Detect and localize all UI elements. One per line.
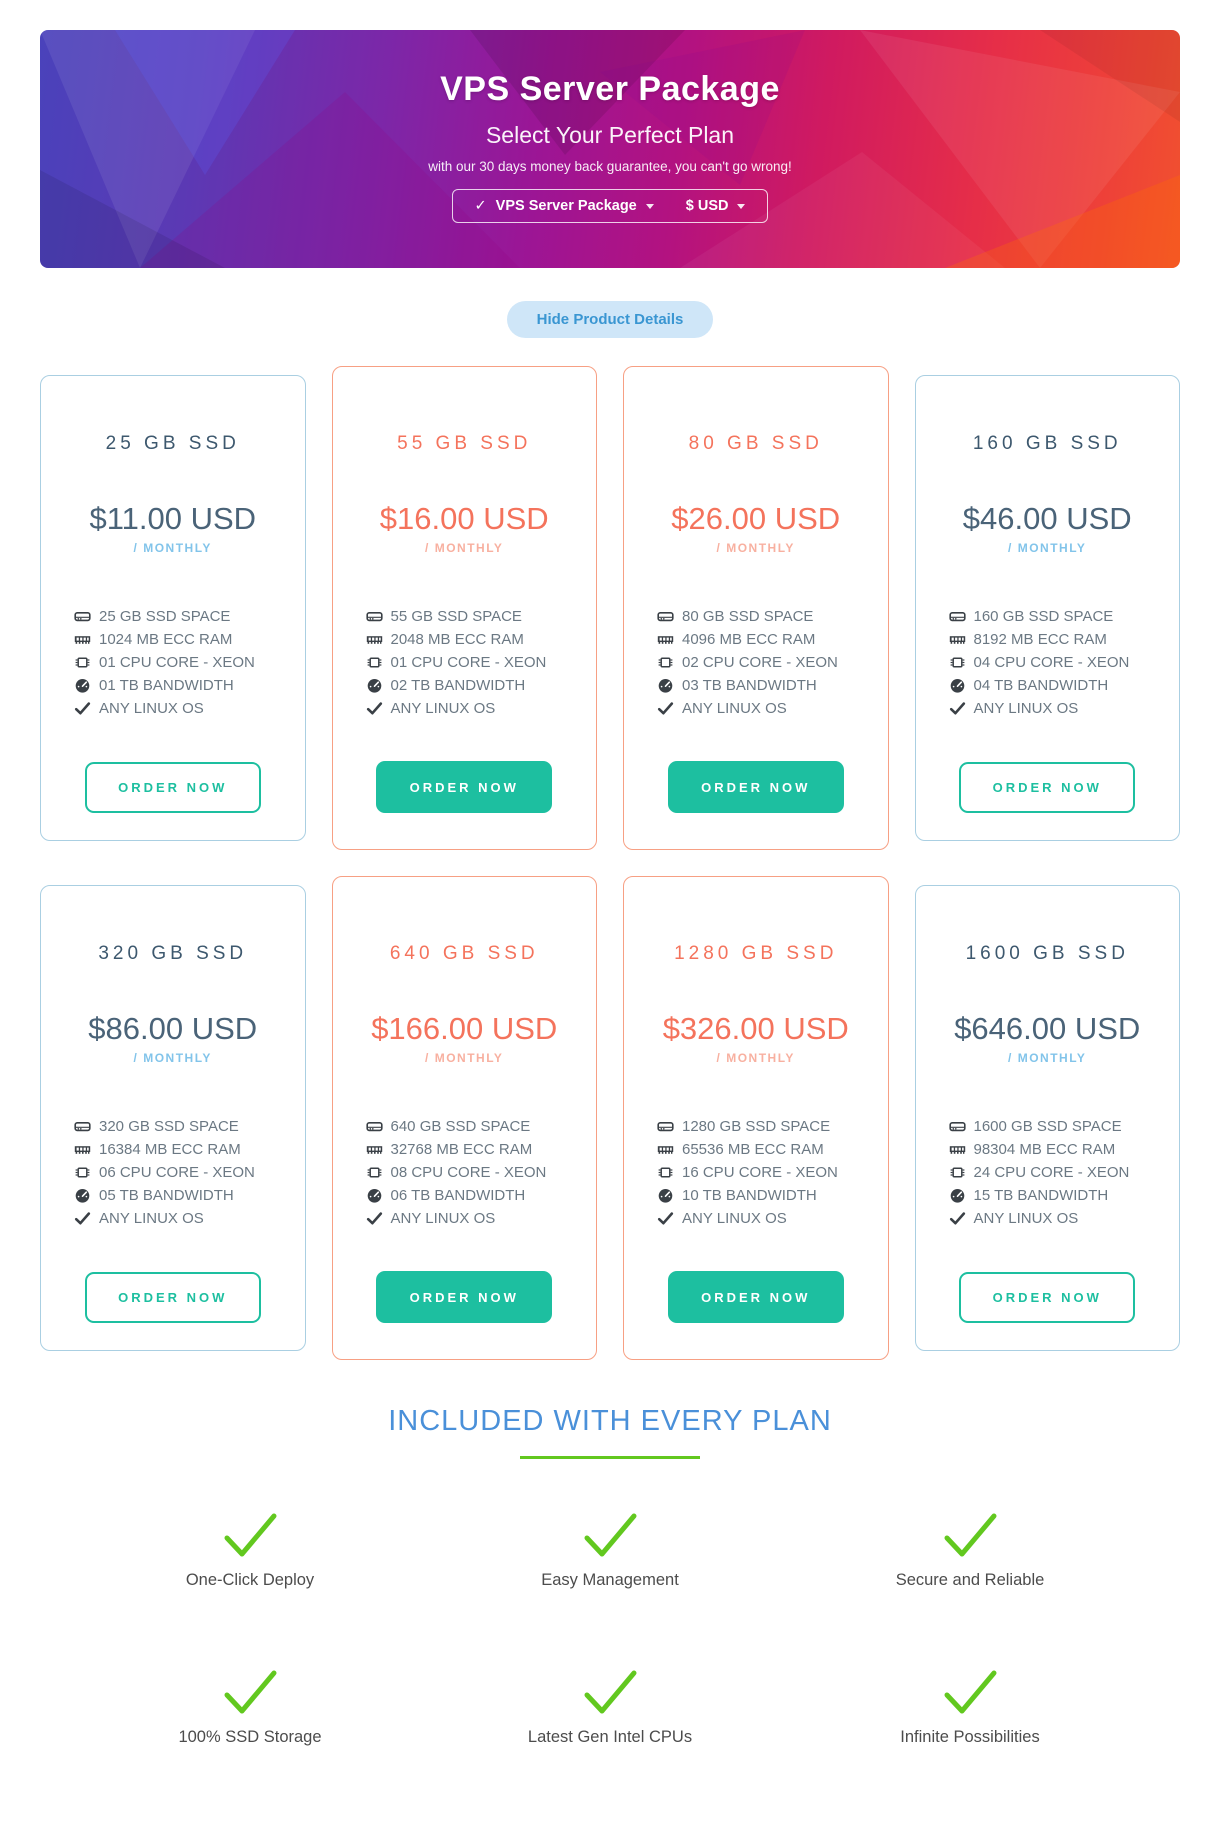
pricing-card bbox=[915, 375, 1181, 841]
plan-feature-text: ANY LINUX OS bbox=[682, 1210, 787, 1227]
plan-name: 80 GB SSD bbox=[688, 433, 823, 454]
hdd-icon bbox=[74, 1118, 91, 1135]
pricing-grid bbox=[40, 366, 1180, 1360]
included-feature bbox=[790, 1511, 1150, 1590]
check-icon bbox=[657, 1210, 674, 1227]
page-subtitle: Select Your Perfect Plan bbox=[485, 122, 735, 148]
plan-feature bbox=[74, 1161, 305, 1184]
plans-row-1 bbox=[40, 366, 1180, 850]
plan-feature-text: 1280 GB SSD SPACE bbox=[682, 1118, 831, 1135]
plans-row-2 bbox=[40, 876, 1180, 1360]
plan-feature bbox=[949, 674, 1180, 697]
order-now-button[interactable]: ORDER NOW bbox=[376, 1271, 552, 1323]
currency-select-label: $ USD bbox=[685, 198, 729, 214]
plan-feature bbox=[949, 628, 1180, 651]
check-icon bbox=[949, 700, 966, 717]
plan-feature bbox=[366, 1161, 597, 1184]
plan-feature-text: 08 CPU CORE - XEON bbox=[390, 1164, 547, 1181]
hdd-icon bbox=[657, 1118, 674, 1135]
plan-price: $11.00 USD bbox=[89, 501, 257, 536]
plan-feature-text: ANY LINUX OS bbox=[390, 1210, 496, 1227]
green-check-icon bbox=[939, 1668, 1001, 1718]
included-feature-label: Secure and Reliable bbox=[895, 1571, 1045, 1589]
plan-feature-text: 55 GB SSD SPACE bbox=[390, 608, 522, 625]
ram-icon bbox=[366, 631, 383, 648]
gauge-icon bbox=[366, 677, 383, 694]
hdd-icon bbox=[949, 608, 966, 625]
plan-feature-text: 4096 MB ECC RAM bbox=[682, 631, 816, 648]
package-select-label: VPS Server Package bbox=[495, 198, 637, 214]
gauge-icon bbox=[657, 1187, 674, 1204]
plan-feature-text: 160 GB SSD SPACE bbox=[973, 608, 1114, 625]
included-feature bbox=[70, 1511, 430, 1590]
plan-feature-list bbox=[333, 605, 597, 720]
included-feature bbox=[790, 1668, 1150, 1747]
plan-feature bbox=[74, 1138, 305, 1161]
plan-price: $166.00 USD bbox=[371, 1011, 558, 1046]
plan-feature bbox=[366, 1184, 597, 1207]
pricing-card bbox=[623, 366, 889, 850]
pricing-card bbox=[40, 885, 306, 1351]
plan-feature-text: 8192 MB ECC RAM bbox=[973, 631, 1107, 648]
order-now-button[interactable]: ORDER NOW bbox=[668, 1271, 844, 1323]
plan-feature-text: ANY LINUX OS bbox=[99, 700, 204, 717]
plan-feature-text: 640 GB SSD SPACE bbox=[390, 1118, 531, 1135]
plan-feature bbox=[366, 628, 597, 651]
order-now-button[interactable]: ORDER NOW bbox=[85, 1272, 261, 1323]
plan-feature-list bbox=[624, 1115, 888, 1230]
plan-feature-text: 15 TB BANDWIDTH bbox=[973, 1187, 1109, 1204]
order-now-button[interactable]: ORDER NOW bbox=[376, 761, 552, 813]
ram-icon bbox=[657, 631, 674, 648]
included-feature-label: One-Click Deploy bbox=[185, 1571, 315, 1589]
ram-icon bbox=[949, 631, 966, 648]
plan-feature bbox=[949, 1184, 1180, 1207]
cpu-icon bbox=[657, 1164, 674, 1181]
plan-feature-text: 06 CPU CORE - XEON bbox=[99, 1164, 255, 1181]
plan-feature bbox=[366, 651, 597, 674]
hdd-icon bbox=[949, 1118, 966, 1135]
plan-feature-text: 01 TB BANDWIDTH bbox=[99, 677, 234, 694]
caret-down-icon bbox=[646, 204, 654, 209]
plan-feature bbox=[949, 651, 1180, 674]
plan-feature-text: ANY LINUX OS bbox=[973, 1210, 1079, 1227]
plan-feature bbox=[657, 697, 888, 720]
plan-feature bbox=[74, 674, 305, 697]
plan-feature-text: 04 CPU CORE - XEON bbox=[973, 654, 1130, 671]
page-title: VPS Server Package bbox=[440, 70, 780, 108]
plan-feature-text: 05 TB BANDWIDTH bbox=[99, 1187, 234, 1204]
plan-feature-text: 80 GB SSD SPACE bbox=[682, 608, 814, 625]
plan-feature-text: ANY LINUX OS bbox=[99, 1210, 204, 1227]
plan-name: 320 GB SSD bbox=[98, 943, 248, 964]
pricing-card bbox=[915, 885, 1181, 1351]
green-check-icon bbox=[939, 1511, 1001, 1561]
plan-feature bbox=[657, 1115, 888, 1138]
plan-feature bbox=[366, 1115, 597, 1138]
hide-product-details-button[interactable]: Hide Product Details bbox=[507, 301, 714, 338]
toggle-row bbox=[0, 301, 1220, 338]
included-feature-label: 100% SSD Storage bbox=[178, 1728, 322, 1746]
plan-name: 640 GB SSD bbox=[389, 943, 539, 964]
plan-billing-period: / MONTHLY bbox=[1008, 541, 1087, 555]
order-now-button[interactable]: ORDER NOW bbox=[668, 761, 844, 813]
plan-name: 55 GB SSD bbox=[397, 433, 532, 454]
check-icon: ✓ bbox=[474, 198, 487, 214]
plan-feature-text: 01 CPU CORE - XEON bbox=[390, 654, 547, 671]
plan-feature bbox=[74, 651, 305, 674]
cpu-icon bbox=[949, 654, 966, 671]
plan-feature bbox=[366, 697, 597, 720]
plan-feature-list bbox=[41, 1115, 305, 1230]
plan-feature-list bbox=[916, 1115, 1180, 1230]
plan-feature bbox=[657, 1161, 888, 1184]
plan-feature bbox=[657, 651, 888, 674]
plan-feature bbox=[366, 1207, 597, 1230]
plan-feature-text: 01 CPU CORE - XEON bbox=[99, 654, 255, 671]
plan-feature-text: ANY LINUX OS bbox=[682, 700, 787, 717]
plan-feature-text: ANY LINUX OS bbox=[973, 700, 1079, 717]
plan-feature bbox=[657, 1207, 888, 1230]
package-select-dropdown[interactable] bbox=[459, 198, 670, 214]
ram-icon bbox=[366, 1141, 383, 1158]
plan-feature-list bbox=[624, 605, 888, 720]
plan-feature bbox=[657, 605, 888, 628]
plan-feature-text: 2048 MB ECC RAM bbox=[390, 631, 524, 648]
green-check-icon bbox=[219, 1668, 281, 1718]
plan-name: 25 GB SSD bbox=[105, 433, 240, 454]
plan-feature bbox=[657, 628, 888, 651]
heading-underline bbox=[520, 1456, 700, 1459]
pricing-card bbox=[623, 876, 889, 1360]
plan-feature-text: 06 TB BANDWIDTH bbox=[390, 1187, 526, 1204]
green-check-icon bbox=[219, 1511, 281, 1561]
plan-feature-text: 320 GB SSD SPACE bbox=[99, 1118, 239, 1135]
plan-price: $326.00 USD bbox=[662, 1011, 849, 1046]
plan-feature-text: ANY LINUX OS bbox=[390, 700, 496, 717]
included-grid bbox=[70, 1511, 1150, 1787]
gauge-icon bbox=[949, 677, 966, 694]
check-icon bbox=[949, 1210, 966, 1227]
hero-banner bbox=[40, 30, 1180, 268]
plan-feature-text: 24 CPU CORE - XEON bbox=[973, 1164, 1130, 1181]
green-check-icon bbox=[579, 1668, 641, 1718]
currency-select-dropdown[interactable] bbox=[670, 198, 762, 214]
pricing-card bbox=[332, 876, 598, 1360]
plan-feature-text: 03 TB BANDWIDTH bbox=[682, 677, 817, 694]
plan-feature bbox=[74, 605, 305, 628]
plan-feature bbox=[949, 605, 1180, 628]
plan-feature-text: 04 TB BANDWIDTH bbox=[973, 677, 1109, 694]
check-icon bbox=[74, 1210, 91, 1227]
pricing-card bbox=[332, 366, 598, 850]
ram-icon bbox=[657, 1141, 674, 1158]
caret-down-icon bbox=[737, 204, 745, 209]
plan-feature-text: 16 CPU CORE - XEON bbox=[682, 1164, 838, 1181]
gauge-icon bbox=[657, 677, 674, 694]
included-heading: INCLUDED WITH EVERY PLAN bbox=[388, 1405, 832, 1437]
included-feature bbox=[430, 1511, 790, 1590]
included-feature-label: Easy Management bbox=[541, 1571, 679, 1589]
plan-billing-period: / MONTHLY bbox=[133, 1051, 212, 1065]
plan-feature-text: 10 TB BANDWIDTH bbox=[682, 1187, 817, 1204]
cpu-icon bbox=[366, 1164, 383, 1181]
plan-feature bbox=[657, 674, 888, 697]
plan-billing-period: / MONTHLY bbox=[716, 541, 795, 555]
plan-price: $46.00 USD bbox=[962, 501, 1132, 536]
included-section bbox=[0, 1405, 1220, 1787]
plan-feature-text: 1600 GB SSD SPACE bbox=[973, 1118, 1122, 1135]
hdd-icon bbox=[366, 608, 383, 625]
plan-price: $26.00 USD bbox=[671, 501, 841, 536]
gauge-icon bbox=[366, 1187, 383, 1204]
plan-feature bbox=[74, 628, 305, 651]
gauge-icon bbox=[74, 677, 91, 694]
included-feature-label: Latest Gen Intel CPUs bbox=[527, 1728, 693, 1746]
plan-name: 1280 GB SSD bbox=[674, 943, 838, 964]
plan-feature-text: 02 CPU CORE - XEON bbox=[682, 654, 838, 671]
plan-feature-text: 25 GB SSD SPACE bbox=[99, 608, 231, 625]
hdd-icon bbox=[657, 608, 674, 625]
hdd-icon bbox=[74, 608, 91, 625]
plan-feature-text: 02 TB BANDWIDTH bbox=[390, 677, 526, 694]
ram-icon bbox=[949, 1141, 966, 1158]
order-now-button[interactable]: ORDER NOW bbox=[85, 762, 261, 813]
order-now-button[interactable]: ORDER NOW bbox=[959, 762, 1135, 813]
ram-icon bbox=[74, 1141, 91, 1158]
check-icon bbox=[74, 700, 91, 717]
check-icon bbox=[366, 1210, 383, 1227]
plan-feature bbox=[949, 1207, 1180, 1230]
cpu-icon bbox=[657, 654, 674, 671]
included-feature bbox=[430, 1668, 790, 1747]
plan-feature-text: 32768 MB ECC RAM bbox=[390, 1141, 533, 1158]
cpu-icon bbox=[74, 1164, 91, 1181]
cpu-icon bbox=[949, 1164, 966, 1181]
plan-feature bbox=[74, 697, 305, 720]
plan-feature bbox=[657, 1184, 888, 1207]
plan-billing-period: / MONTHLY bbox=[716, 1051, 795, 1065]
check-icon bbox=[657, 700, 674, 717]
plan-price: $86.00 USD bbox=[88, 1011, 258, 1046]
order-now-button[interactable]: ORDER NOW bbox=[959, 1272, 1135, 1323]
plan-feature bbox=[366, 1138, 597, 1161]
plan-price: $16.00 USD bbox=[379, 501, 549, 536]
plan-billing-period: / MONTHLY bbox=[425, 541, 504, 555]
plan-feature bbox=[657, 1138, 888, 1161]
plan-price: $646.00 USD bbox=[954, 1011, 1141, 1046]
cpu-icon bbox=[366, 654, 383, 671]
included-feature-label: Infinite Possibilities bbox=[900, 1728, 1040, 1746]
plan-feature bbox=[366, 674, 597, 697]
plan-currency-selector-bar bbox=[452, 189, 769, 223]
gauge-icon bbox=[949, 1187, 966, 1204]
check-icon bbox=[366, 700, 383, 717]
plan-name: 160 GB SSD bbox=[972, 433, 1122, 454]
plan-feature-text: 65536 MB ECC RAM bbox=[682, 1141, 824, 1158]
plan-feature bbox=[74, 1207, 305, 1230]
plan-feature-list bbox=[333, 1115, 597, 1230]
gauge-icon bbox=[74, 1187, 91, 1204]
plan-feature bbox=[949, 1115, 1180, 1138]
ram-icon bbox=[74, 631, 91, 648]
plan-billing-period: / MONTHLY bbox=[133, 541, 212, 555]
guarantee-tagline: with our 30 days money back guarantee, you can't go wrong! bbox=[428, 159, 792, 174]
cpu-icon bbox=[74, 654, 91, 671]
included-feature bbox=[70, 1668, 430, 1747]
plan-feature bbox=[74, 1115, 305, 1138]
plan-feature bbox=[74, 1184, 305, 1207]
plan-feature bbox=[366, 605, 597, 628]
plan-billing-period: / MONTHLY bbox=[425, 1051, 504, 1065]
plan-feature-text: 98304 MB ECC RAM bbox=[973, 1141, 1116, 1158]
plan-feature bbox=[949, 697, 1180, 720]
plan-name: 1600 GB SSD bbox=[965, 943, 1129, 964]
plan-feature bbox=[949, 1138, 1180, 1161]
plan-billing-period: / MONTHLY bbox=[1008, 1051, 1087, 1065]
plan-feature-list bbox=[916, 605, 1180, 720]
plan-feature bbox=[949, 1161, 1180, 1184]
plan-feature-list bbox=[41, 605, 305, 720]
green-check-icon bbox=[579, 1511, 641, 1561]
hdd-icon bbox=[366, 1118, 383, 1135]
plan-feature-text: 1024 MB ECC RAM bbox=[99, 631, 233, 648]
pricing-card bbox=[40, 375, 306, 841]
plan-feature-text: 16384 MB ECC RAM bbox=[99, 1141, 241, 1158]
